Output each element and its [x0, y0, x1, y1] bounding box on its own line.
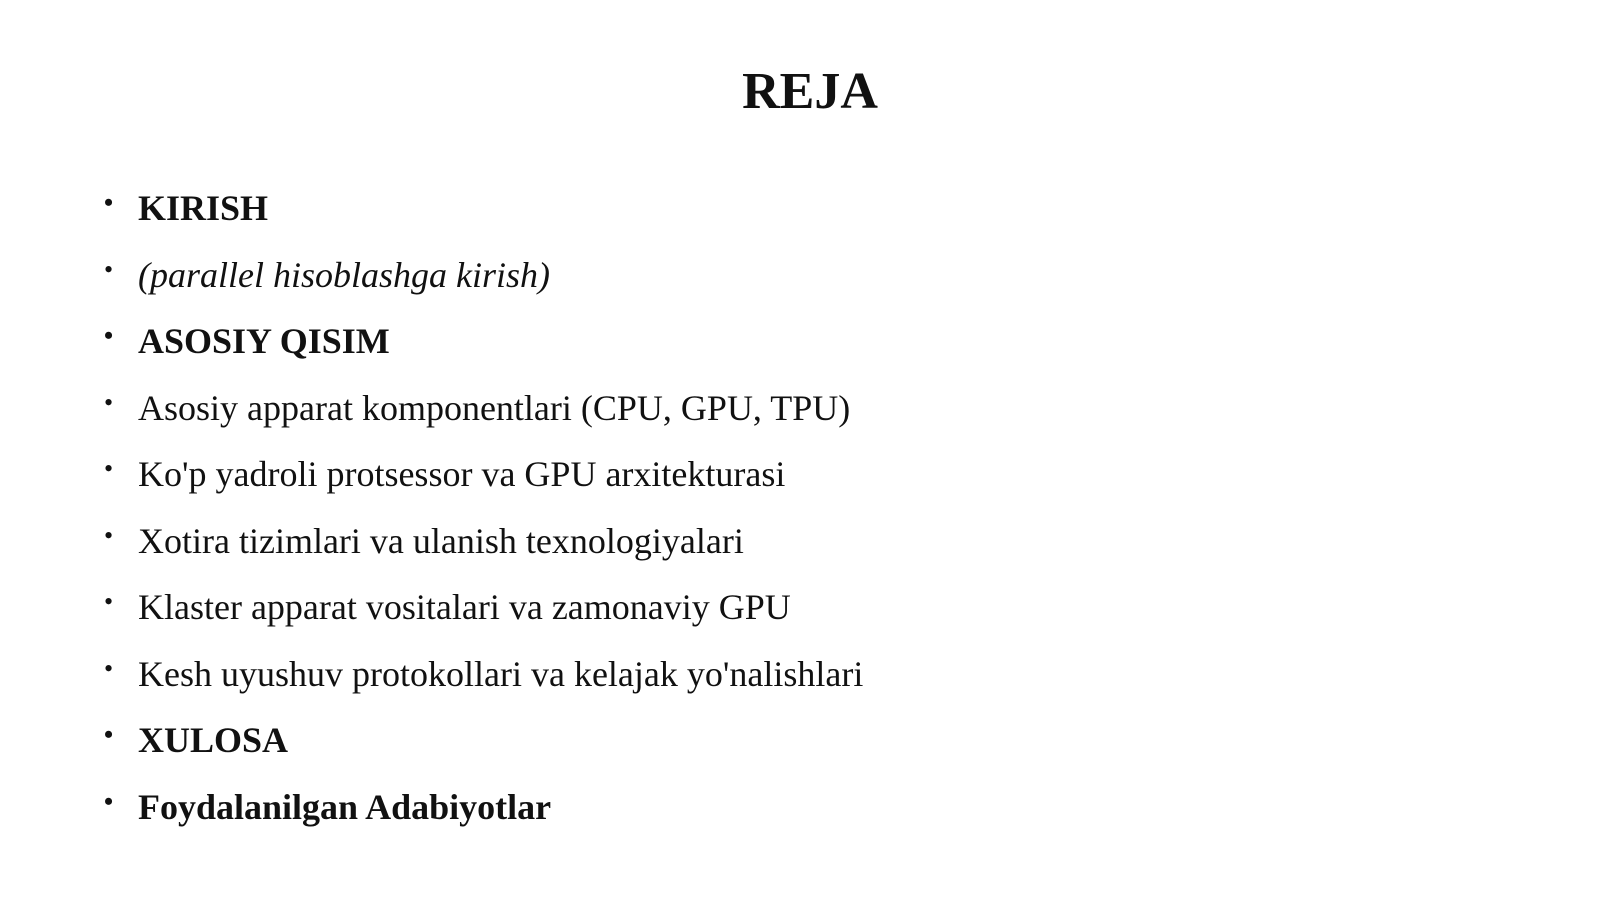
plan-list: [104, 186, 863, 851]
bullet-icon: •: [104, 587, 114, 616]
list-item-text: Ko'p yadroli protsessor va GPU arxitekturasi: [138, 454, 786, 494]
list-item: [104, 386, 863, 453]
list-item: [104, 519, 863, 586]
bullet-icon: •: [104, 387, 114, 417]
list-item-text: Xotira tizimlari va ulanish texnologiyalari: [138, 520, 744, 561]
slide-title: REJA: [742, 63, 878, 120]
bullet-icon: •: [104, 720, 114, 749]
list-item: [104, 652, 863, 719]
list-item-text: Klaster apparat vositalari va zamonaviy GPU: [138, 587, 791, 627]
bullet-icon: •: [104, 321, 114, 350]
list-item: [104, 319, 863, 386]
list-item: [104, 253, 863, 320]
list-item-text: XULOSA: [138, 720, 289, 760]
list-item: [104, 718, 863, 785]
list-item: [104, 186, 863, 253]
bullet-icon: •: [104, 520, 114, 550]
list-item-text: Asosiy apparat komponentlari (CPU, GPU, TPU): [138, 387, 851, 428]
list-item-text: KIRISH: [138, 188, 269, 228]
list-item-text: ASOSIY QISIM: [138, 321, 390, 361]
bullet-icon: •: [104, 653, 114, 683]
bullet-icon: •: [104, 786, 114, 816]
bullet-icon: •: [104, 188, 114, 217]
list-item: [104, 785, 863, 852]
list-item: [104, 585, 863, 652]
bullet-icon: •: [104, 254, 114, 284]
bullet-icon: •: [104, 454, 114, 483]
list-item-text: Kesh uyushuv protokollari va kelajak yo'nalishlari: [138, 653, 864, 694]
list-item-text: Foydalanilgan Adabiyotlar: [138, 786, 552, 827]
list-item: [104, 452, 863, 519]
list-item-text: (parallel hisoblashga kirish): [138, 254, 550, 295]
